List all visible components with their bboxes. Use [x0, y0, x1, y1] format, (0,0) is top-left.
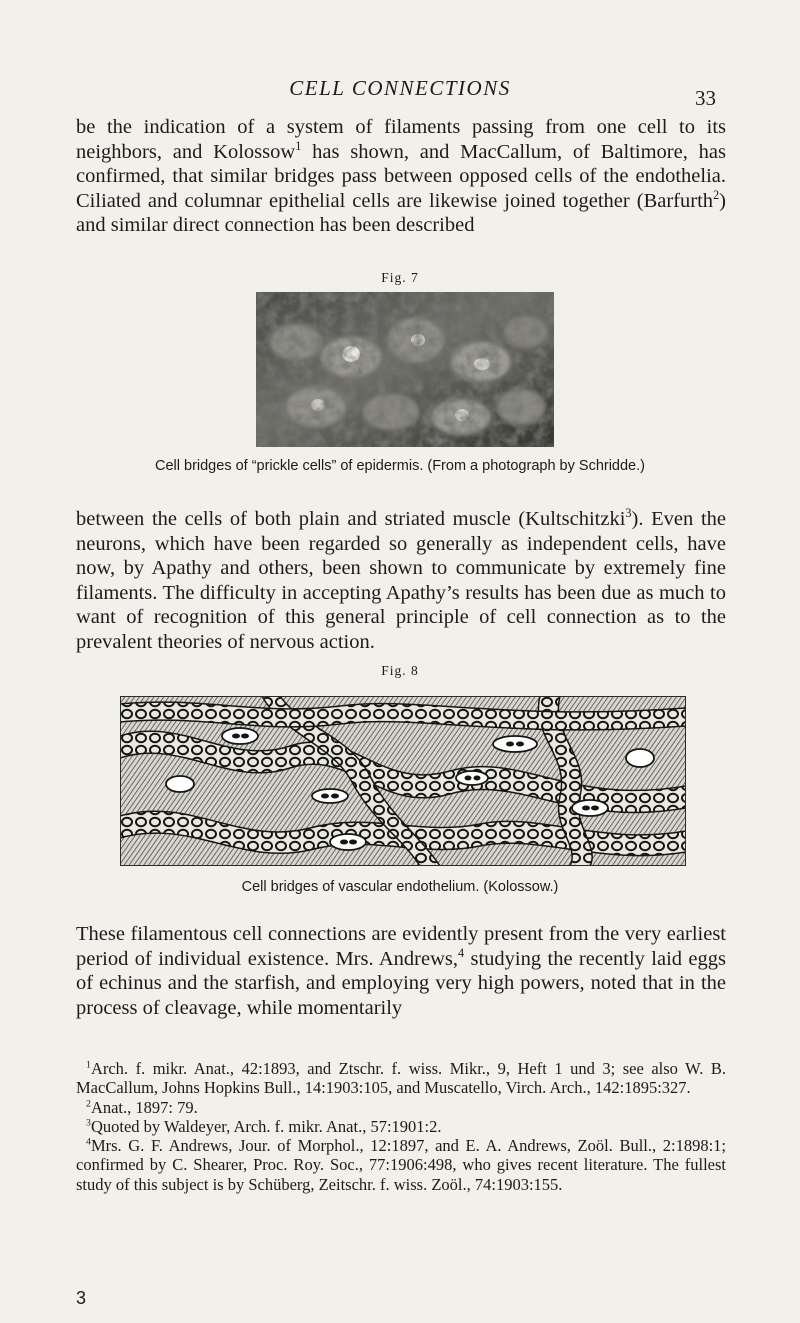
- footnote-number: 2: [86, 1098, 91, 1110]
- footnote-number: 3: [86, 1117, 91, 1129]
- paragraph-text: ). Even the neurons, which have been regarded so generally as independent cells, have now, by Apathy and others, been shown to communicate by extremely fine filaments. The difficulty in accepting Apathy’s results has been due as much to want of recognition of this general principle of cell connection as to the prevalent theories of nervous action.: [76, 508, 726, 653]
- figure-7-photograph: [256, 292, 554, 447]
- footnote-text: Anat., 1897: 79.: [90, 1097, 198, 1117]
- footnote: [76, 1098, 726, 1117]
- paragraph-text: be the indication of a system of filaments passing from one cell to its neighbors, and Kolossow: [76, 116, 726, 163]
- vascular-endothelium-drawing: [120, 696, 686, 866]
- footnote-ref: 3: [625, 506, 632, 521]
- footnote-text: Quoted by Waldeyer, Arch. f. mikr. Anat., 57:1901:2.: [90, 1116, 442, 1136]
- page-number: 33: [695, 86, 716, 110]
- figure-7-caption: Cell bridges of “prickle cells” of epidermis. (From a photograph by Schridde.): [155, 458, 645, 474]
- paragraph-1: [76, 115, 726, 238]
- signature-mark: 3: [76, 1288, 87, 1308]
- paragraph-text: studying the recently laid eggs of echinus and the starfish, and employing very high powers, noted that in the process of cleavage, while momentarily: [76, 947, 726, 1019]
- paragraph-text: between the cells of both plain and striated muscle (Kultschitzki: [76, 508, 626, 530]
- prickle-cells-image: [256, 292, 554, 447]
- footnote-text: Arch. f. mikr. Anat., 42:1893, and Ztschr. f. wiss. Mikr., 9, Heft 1 und 3; see also W. B. MacCallum, Johns Hopkins Bull., 14:1903:105, and Muscatello, Virch. Arch., 142:1895:327.: [76, 1059, 726, 1098]
- footnote-ref: 4: [457, 945, 465, 960]
- footnote: [76, 1117, 726, 1136]
- paragraph-2: [76, 507, 726, 655]
- running-head: [0, 74, 800, 110]
- footnote-text: Mrs. G. F. Andrews, Jour. of Morphol., 12:1897, and E. A. Andrews, Zoöl. Bull., 2:1898:1; confirmed by C. Shearer, Proc. Roy. Soc., 77:1906:498, who gives recent literature. The fullest study of this subject is by Schüberg, Zeitschr. f. wiss. Zoöl., 74:1903:155.: [76, 1136, 726, 1194]
- footnote: [76, 1059, 726, 1098]
- figure-8-label: Fig. 8: [381, 663, 419, 678]
- footnote-number: 1: [86, 1059, 91, 1071]
- footnotes: [76, 1059, 726, 1194]
- figure-7-label: Fig. 7: [381, 270, 419, 285]
- running-title: CELL CONNECTIONS: [289, 76, 511, 100]
- figure-8-caption: Cell bridges of vascular endothelium. (Kolossow.): [241, 879, 559, 895]
- footnote-number: 4: [86, 1136, 91, 1148]
- figure-8-illustration: [120, 696, 686, 866]
- paragraph-3: [76, 922, 726, 1020]
- paragraph-text: These filamentous cell connections are evidently present from the very earliest period of individual existence. Mrs. Andrews,: [76, 923, 726, 970]
- paragraph-text: ) and similar direct connection has been described: [76, 189, 726, 237]
- paragraph-text: has shown, and MacCallum, of Baltimore, has confirmed, that similar bridges pass between opposed cells of the endothelia. Ciliated and columnar epithelial cells are likewise joined together (Barfurth: [76, 140, 726, 212]
- footnote: [76, 1136, 726, 1194]
- footnote-ref: 1: [295, 138, 302, 153]
- footnote-ref: 2: [713, 187, 720, 202]
